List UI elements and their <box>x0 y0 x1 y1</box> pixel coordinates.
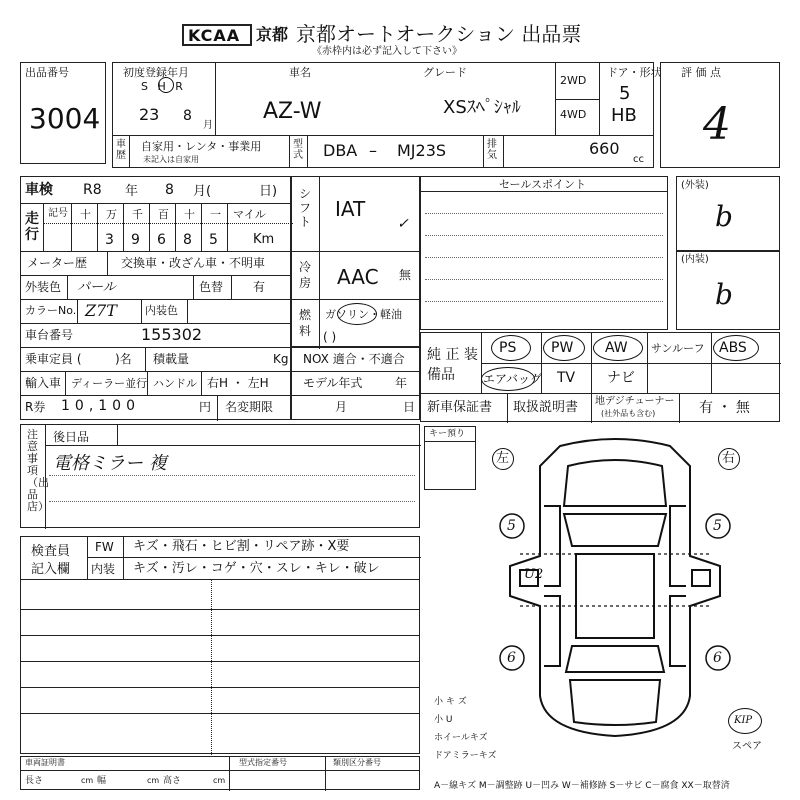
dims-length-unit: cm <box>81 776 94 785</box>
fuel-circle <box>337 303 377 325</box>
cc-label: 排気 <box>487 139 497 161</box>
load-label: 積載量 <box>153 352 190 366</box>
inspector-label: 検査員 記入欄 <box>31 544 71 577</box>
digit-5: 5 <box>209 232 218 248</box>
color-change-label: 色替 <box>199 280 224 294</box>
nox-options[interactable]: NOX 適合・不適合 <box>303 352 405 366</box>
dims-box <box>20 756 420 790</box>
shift-fuel-box <box>290 176 420 348</box>
equip-ps-circle <box>491 335 531 361</box>
import-label: 輸入車 <box>25 376 62 390</box>
digit-head-4: 十 <box>184 208 195 221</box>
shift-value: IAT <box>335 197 366 221</box>
shaken-label: 車検 <box>25 182 53 198</box>
inspector-interior: 内装 <box>91 562 116 576</box>
equip-pw-circle <box>543 335 585 361</box>
key-box <box>424 426 476 490</box>
equipment-box <box>420 332 780 422</box>
shaken-month: 8 <box>165 182 174 198</box>
digit-head-0: 十 <box>80 208 91 221</box>
type-label: 型式 <box>293 139 303 161</box>
km-unit[interactable]: Km <box>253 232 275 247</box>
legend-small-u: 小 U <box>434 715 453 725</box>
key-label: キー預り <box>429 429 466 439</box>
notes-box <box>20 424 420 528</box>
equip-digital[interactable]: 地デジチューナー <box>595 396 675 407</box>
dealer-option[interactable]: ディーラー並行 <box>71 377 148 390</box>
car-name-label: 車名 <box>289 66 311 79</box>
spare-mark: KIP <box>734 715 753 726</box>
equip-sunroof[interactable]: サンルーフ <box>651 342 705 355</box>
equipment-label: 純 正 装備品 <box>427 347 478 383</box>
type-code: MJ23S <box>397 141 447 160</box>
spare-label: スペア <box>732 741 762 752</box>
equip-warranty[interactable]: 新車保証書 <box>427 400 493 415</box>
digit-2: 9 <box>131 232 140 248</box>
tire-rl-grade: 6 <box>507 650 516 666</box>
equip-aw[interactable]: AW <box>605 340 628 356</box>
equip-airbag[interactable]: エアバッグ <box>483 372 543 386</box>
reg-year: 23 <box>139 105 160 124</box>
notes-heading: 後日品 <box>53 430 90 444</box>
fuel-paren: ( ) <box>323 330 337 344</box>
era-label: S H R <box>141 80 186 93</box>
digit-head-3: 百 <box>158 208 169 221</box>
displacement: 660 <box>589 139 620 158</box>
tire-fr-grade: 5 <box>713 518 722 534</box>
fuel-options[interactable]: ガソリン・軽油 <box>325 308 402 321</box>
doors: 5 <box>619 83 631 104</box>
notes-label: 注意事項（出品店） <box>27 428 49 513</box>
type-dash: – <box>369 141 377 160</box>
yen-unit: 円 <box>199 400 212 414</box>
history-note: 未記入は自家用 <box>143 155 199 164</box>
color-no-label: カラーNo. <box>25 304 77 317</box>
color-change-value[interactable]: 有 <box>253 280 266 294</box>
logo <box>182 24 252 46</box>
equip-aw-circle <box>593 335 643 361</box>
exterior-grade: b <box>715 200 733 233</box>
damage-legend: A－線キズ M－調整跡 U－凹み W－補修跡 S－サビ C－腐食 XX－取替済 <box>434 781 730 791</box>
logo-kyoto: 京都 <box>256 25 289 44</box>
reg-label: 初度登録年月 <box>123 66 189 79</box>
score-box <box>660 62 780 168</box>
car-name: AZ-W <box>263 99 322 124</box>
door-label: ドア・形状 <box>607 66 662 79</box>
inspector-fw: FW <box>95 540 114 554</box>
page-subtitle: 《赤枠内は必ず記入して下さい》 <box>312 46 462 57</box>
equip-pw[interactable]: PW <box>551 340 574 356</box>
notes-text: 電格ミラー 複 <box>53 453 167 474</box>
shaken-year-unit: 年 <box>125 184 139 199</box>
tire-fl-grade: 5 <box>507 518 516 534</box>
model-year-unit: 年 <box>395 376 408 390</box>
fuel-label: 燃料 <box>299 308 312 338</box>
interior-grade-box <box>676 250 780 330</box>
interior-grade-label: (内装) <box>681 254 709 265</box>
ac-label: 冷房 <box>299 260 312 290</box>
class-no-label: 類別区分番号 <box>333 758 381 767</box>
mile-unit[interactable]: マイル <box>233 208 266 221</box>
name-change-month: 月 <box>335 400 348 414</box>
score-label: 評 価 点 <box>681 66 721 79</box>
grade: XSｽﾍﾟｼｬﾙ <box>443 97 521 118</box>
inspector-box <box>20 536 420 754</box>
cc-unit: cc <box>633 154 644 165</box>
handle-options[interactable]: 右H ・ 左H <box>207 376 269 390</box>
lot-label: 出品番号 <box>25 66 69 79</box>
mileage-label: 走行 <box>25 211 39 243</box>
color-no-value: Z7T <box>85 301 117 320</box>
history-label: 車歴 <box>116 139 126 161</box>
equip-airbag-circle <box>481 367 535 391</box>
digit-4: 8 <box>183 232 192 248</box>
left-side-label: 左 <box>496 451 510 466</box>
lot-number: 3004 <box>29 102 101 135</box>
ac-value: AAC <box>337 265 379 289</box>
digit-head-5: 一 <box>210 208 221 221</box>
right-info-box <box>290 346 420 420</box>
score: 4 <box>703 99 731 150</box>
chassis-value: 155302 <box>141 325 203 344</box>
chassis-label: 車台番号 <box>25 328 74 342</box>
grade-label: グレード <box>423 66 467 79</box>
month-unit: 月 <box>203 120 213 131</box>
sales-point-box <box>420 176 668 330</box>
inspector-fw-items: キズ・飛石・ヒビ割・リペア跡・X要 <box>133 539 350 554</box>
legend-mirror: ドアミラーキズ <box>434 751 497 761</box>
exterior-grade-box <box>676 176 780 252</box>
equip-tv[interactable]: TV <box>557 370 576 386</box>
shaken-month-unit: 月( <box>193 184 212 199</box>
drive-2wd[interactable]: 2WD <box>560 74 587 87</box>
equip-manual[interactable]: 取扱説明書 <box>513 400 579 415</box>
r-ken-value: 10,100 <box>61 398 140 414</box>
name-change-day: 日 <box>403 400 416 414</box>
interior-grade: b <box>715 278 733 311</box>
shaken-day-unit: 日) <box>259 184 278 199</box>
exterior-grade-label: (外装) <box>681 180 709 191</box>
meter-label: メーター歴 <box>27 256 88 270</box>
meter-options[interactable]: 交換車・改ざん車・不明車 <box>121 256 266 270</box>
shift-check: ✓ <box>397 216 409 232</box>
exterior-color-label: 外装色 <box>25 280 62 294</box>
dims-label: 車両証明書 <box>25 758 65 767</box>
digit-head-2: 千 <box>132 208 143 221</box>
inspector-interior-items: キズ・汚レ・コゲ・穴・スレ・キレ・破レ <box>133 561 380 576</box>
era-circle <box>158 77 174 93</box>
dims-height-unit: cm <box>213 776 226 785</box>
drive-4wd[interactable]: 4WD <box>560 108 587 121</box>
handle-label: ハンドル <box>153 377 197 390</box>
interior-color-label: 内装色 <box>145 304 178 317</box>
dims-width: 幅 <box>97 776 107 786</box>
equip-navi[interactable]: ナビ <box>607 370 635 386</box>
shaken-value: R8 <box>83 182 102 198</box>
digit-3: 6 <box>157 232 166 248</box>
legend-small-scratch: 小 キ ズ <box>434 697 467 707</box>
damage-mark: U2 <box>524 567 544 582</box>
shift-label: シフト <box>299 187 312 229</box>
type-prefix: DBA <box>323 141 358 160</box>
capacity-label: 乗車定員 ( <box>25 352 82 366</box>
type-no-label: 型式指定番号 <box>239 758 287 767</box>
ac-none[interactable]: 無 <box>399 268 412 282</box>
digit-head-1: 万 <box>106 208 117 221</box>
body-type: HB <box>611 105 637 126</box>
tire-rr-grade: 6 <box>713 650 722 666</box>
load-unit: Kg <box>273 352 289 366</box>
dims-length: 長さ <box>25 776 44 786</box>
reg-month: 8 <box>183 108 192 124</box>
equip-ps[interactable]: PS <box>499 340 517 356</box>
page-title: 京都オートオークション 出品票 <box>296 22 582 46</box>
dims-height: 高さ <box>163 776 182 786</box>
name-change-label: 名変期限 <box>225 400 274 414</box>
model-year-label: モデル年式 <box>303 376 363 390</box>
spare-circle <box>728 708 762 734</box>
sales-point-label: セールスポイント <box>499 178 587 191</box>
left-info-box <box>20 176 292 420</box>
vehicle-info-box <box>112 62 662 168</box>
legend-wheel: ホイールキズ <box>434 733 488 743</box>
kigou-label: 記号 <box>48 208 68 219</box>
equip-digital-note: (社外品も含む) <box>601 409 656 418</box>
equip-abs[interactable]: ABS <box>719 340 747 356</box>
lot-number-box <box>20 62 106 164</box>
equip-abs-circle <box>713 335 759 361</box>
exterior-color-value: パール <box>77 280 116 295</box>
history-options[interactable]: 自家用・レンタ・事業用 <box>141 140 262 153</box>
r-ken-label: R券 <box>25 400 46 414</box>
equip-yes-no[interactable]: 有 ・ 無 <box>699 400 750 416</box>
right-side-label: 右 <box>722 451 736 466</box>
digit-1: 3 <box>105 232 114 248</box>
dims-width-unit: cm <box>147 776 160 785</box>
capacity-unit: )名 <box>115 352 132 366</box>
car-diagram[interactable] <box>490 436 740 746</box>
logo-text: KCAA <box>188 26 241 45</box>
